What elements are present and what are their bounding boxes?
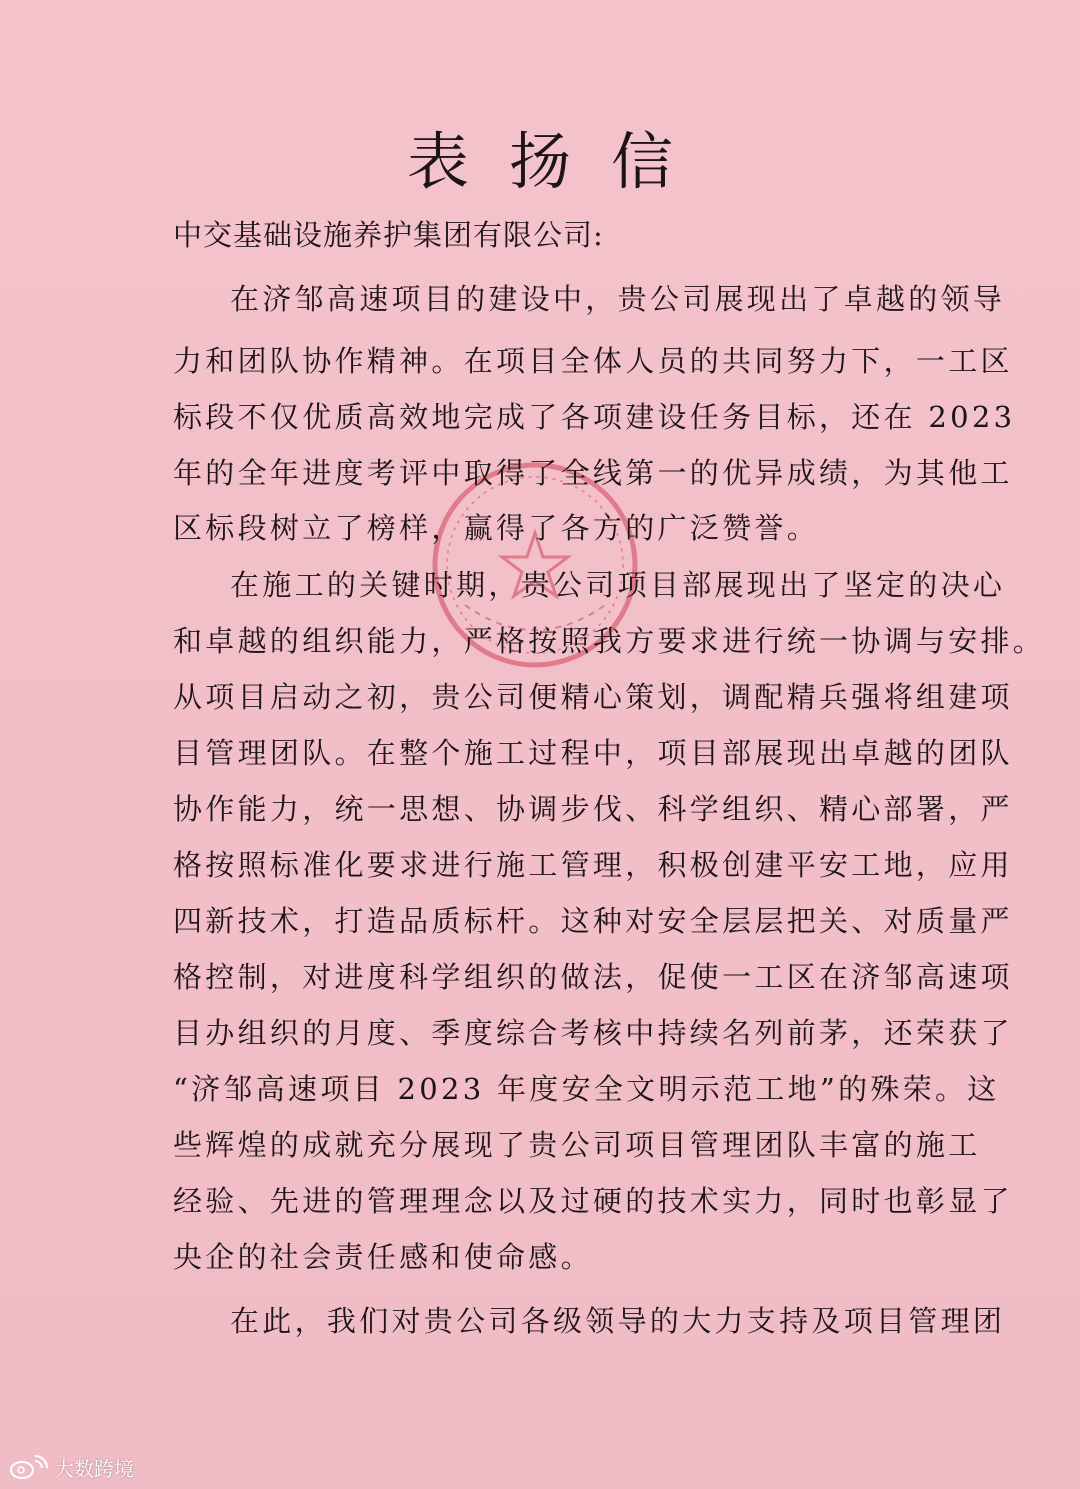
letter-line: “济邹高速项目 2023 年度安全文明示范工地”的殊荣。这 [173, 1072, 1000, 1106]
watermark [8, 1453, 134, 1482]
letter-line: 在施工的关键时期，贵公司项目部展现出了坚定的决心 [230, 568, 1006, 602]
letter-line: 央企的社会责任感和使命感。 [173, 1240, 593, 1274]
letter-line: 格按照标准化要求进行施工管理，积极创建平安工地，应用 [173, 848, 1013, 882]
letter-line: 在济邹高速项目的建设中，贵公司展现出了卓越的领导 [230, 282, 1006, 316]
watermark-text: 大数跨境 [54, 1457, 134, 1481]
letter-line: 力和团队协作精神。在项目全体人员的共同努力下，一工区 [173, 344, 1013, 378]
letter-line: 些辉煌的成就充分展现了贵公司项目管理团队丰富的施工 [173, 1128, 981, 1162]
letter-line: 在此，我们对贵公司各级领导的大力支持及项目管理团 [230, 1304, 1006, 1338]
letter-line: 协作能力，统一思想、协调步伐、科学组织、精心部署，严 [173, 792, 1013, 826]
letter-salutation: 中交基础设施养护集团有限公司: [173, 218, 604, 252]
letter-line: 四新技术，打造品质标杆。这种对安全层层把关、对质量严 [173, 904, 1013, 938]
weibo-logo-icon [8, 1455, 50, 1481]
letter-line: 年的全年进度考评中取得了全线第一的优异成绩，为其他工 [173, 456, 1013, 490]
letter-title: 表扬信 [406, 125, 713, 198]
letter-line: 从项目启动之初，贵公司便精心策划，调配精兵强将组建项 [173, 680, 1013, 714]
letter-line: 和卓越的组织能力，严格按照我方要求进行统一协调与安排。 [173, 624, 1046, 658]
letter-line: 经验、先进的管理理念以及过硬的技术实力，同时也彰显了 [173, 1184, 1013, 1218]
letter-line: 区标段树立了榜样，赢得了各方的广泛赞誉。 [173, 511, 820, 545]
letter-line: 标段不仅优质高效地完成了各项建设任务目标，还在 2023 [173, 400, 1016, 434]
letter-line: 目办组织的月度、季度综合考核中持续名列前茅，还荣获了 [173, 1016, 1013, 1050]
letter-line: 目管理团队。在整个施工过程中，项目部展现出卓越的团队 [173, 736, 1013, 770]
letter-line: 格控制，对进度科学组织的做法，促使一工区在济邹高速项 [173, 960, 1013, 994]
